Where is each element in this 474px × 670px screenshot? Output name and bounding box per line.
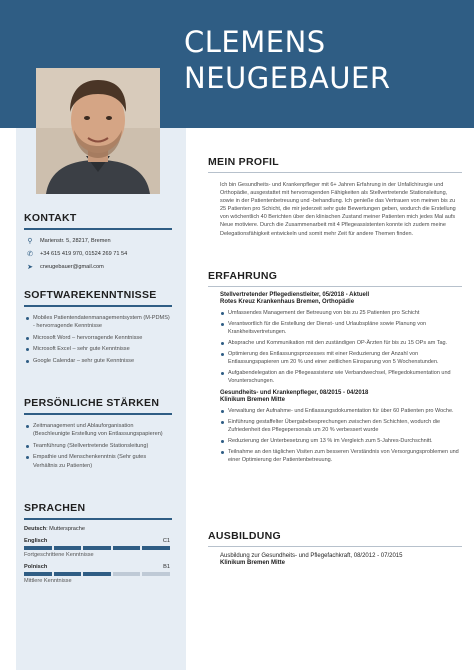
languages-list — [24, 526, 170, 584]
software-title: SOFTWAREKENNTNISSE — [24, 289, 157, 301]
language-level-bar — [24, 546, 170, 550]
language-code: B1 — [163, 564, 170, 570]
job-entry — [208, 292, 462, 385]
education-entry — [208, 553, 462, 566]
list-item: Optimierung des Entlassungsprozesses mit einer Reduzierung der Anzahl von Entlassungspapieren um 20 % und einer zeitlichen Einsparung von 5 Wochenstunden. — [220, 350, 462, 366]
paper-plane-icon: ➤ — [27, 264, 33, 271]
experience-title: ERFAHRUNG — [208, 270, 278, 282]
languages-title: SPRACHEN — [24, 502, 86, 514]
language-name: Polnisch — [24, 564, 48, 570]
list-item: Microsoft Word – hervorragende Kenntnisse — [24, 334, 170, 342]
contact-address — [24, 237, 170, 245]
profile-divider — [208, 172, 462, 173]
list-item: Reduzierung der Unterbesetzung um 13 % im Vergleich zum 5-Jahres-Durchschnitt. — [220, 437, 462, 445]
list-item: Teilnahme an den täglichen Visiten zum besseren Verständnis von Versorgungsproblemen und einer Optimierung der Patientenbetreuung. — [220, 448, 462, 464]
native-language — [24, 526, 170, 532]
portrait-image — [36, 68, 160, 194]
profile-text: Ich bin Gesundheits- und Krankenpfleger mit 6+ Jahren Erfahrung in der Unfallchirurgie und Orthopädie, ausgestattet mit hervorragenden Fähigkeiten als Stellvertretende Stationsleitung, sowie in der Patientenbetreuung und -behandlung. Ich genieße das Vertrauen von meinen bis zu 25 Patienten pro Schicht, die mir jederzeit sehr gute Bewertungen geben, wodurch die Erstellung von wöchentlich 40 Berichten über den klinischen Zustand meiner Patienten mich jedes Mal aufs Neue motiviere. Durch die Zusammenarbeit mit 4 Pflegeassistenten konnte ich zudem meine Delegationsfähigkeit entwickeln und somit mehr Zeit für andere Themen finden. — [220, 182, 456, 237]
list-item: Teamführung (Stellvertretende Stationsleitung) — [24, 442, 170, 450]
contact-divider — [24, 228, 172, 230]
location-pin-icon: ⚲ — [27, 238, 33, 245]
list-item: Zeitmanagement und Ablauforganisation (Beschleunigte Erstellung von Entlassungspapieren) — [24, 422, 170, 439]
job-title: Gesundheits- und Krankenpfleger, 08/2015 - 04/2018 — [220, 390, 369, 396]
list-item: Umfassendes Management der Betreuung von bis zu 25 Patienten pro Schicht — [220, 309, 462, 317]
job-company: Rotes Kreuz Krankenhaus Bremen, Orthopädie — [220, 299, 355, 305]
language-row-polish — [24, 564, 170, 570]
language-level-bar — [24, 572, 170, 576]
profile-photo — [36, 68, 160, 194]
list-item: Empathie und Menschenkenntnis (Sehr gutes Verhältnis zu Patienten) — [24, 453, 170, 470]
language-row-english — [24, 538, 170, 544]
strengths-list — [24, 422, 170, 470]
contact-phone — [24, 250, 170, 258]
list-item: Absprache und Kommunikation mit den zuständigen OP-Ärzten für bis zu 15 OPs am Tag. — [220, 339, 462, 347]
job-company: Klinikum Bremen Mitte — [220, 397, 286, 403]
contact-section — [24, 212, 170, 271]
name-first: CLEMENS — [184, 25, 326, 59]
education-divider — [208, 546, 462, 547]
strengths-divider — [24, 413, 172, 415]
software-section — [24, 289, 170, 368]
job-duties — [220, 309, 462, 385]
education-section — [208, 530, 462, 566]
education-title: AUSBILDUNG — [208, 530, 281, 542]
list-item: Einführung gestaffelter Übergabebesprechungen zwischen den Schichten, wodurch die Zufriedenheit des Pflegepersonals um 20 % verbessert wurde — [220, 418, 462, 434]
profile-section — [208, 156, 462, 238]
languages-divider — [24, 518, 172, 520]
job-duties — [220, 407, 462, 464]
name-last: NEUGEBAUER — [184, 61, 391, 95]
list-item: Mobiles Patientendatenmanagementsystem (M-PDMS) - hervorragende Kenntnisse — [24, 314, 170, 331]
email-link[interactable]: cneugebauer@gmail.com — [40, 264, 104, 270]
list-item: Aufgabendelegation an die Pflegeassistenz wie Verbandwechsel, Pflegedokumentation und Vorunterschungen. — [220, 369, 462, 385]
list-item: Google Calendar – sehr gute Kenntnisse — [24, 357, 170, 365]
language-label: Fortgeschrittene Kenntnisse — [24, 552, 94, 558]
native-language-level: : Muttersprache — [46, 526, 85, 532]
software-divider — [24, 305, 172, 307]
job-title: Stellvertretender Pflegedienstleiter, 05/2018 - Aktuell — [220, 292, 370, 298]
education-degree: Ausbildung zur Gesundheits- und Pflegefachkraft, 08/2012 - 07/2015 — [220, 553, 403, 559]
strengths-section — [24, 397, 170, 473]
list-item: Verwaltung der Aufnahme- und Entlassungsdokumentation für über 60 Patienten pro Woche. — [220, 407, 462, 415]
contact-title: KONTAKT — [24, 212, 77, 224]
native-language-name: Deutsch — [24, 526, 47, 532]
education-institution: Klinikum Bremen Mitte — [220, 560, 286, 566]
language-code: C1 — [162, 538, 170, 544]
profile-title: MEIN PROFIL — [208, 156, 279, 168]
strengths-title: PERSÖNLICHE STÄRKEN — [24, 397, 160, 409]
list-item: Microsoft Excel – sehr gute Kenntnisse — [24, 345, 170, 353]
languages-section — [24, 502, 170, 584]
phone-text: +34 615 419 970, 01524 269 71 54 — [40, 251, 128, 257]
list-item: Verantwortlich für die Erstellung der Dienst- und Urlaubspläne sowie Planung von Krankheitsvertretungen. — [220, 320, 462, 336]
software-list — [24, 314, 170, 365]
job-entry — [208, 390, 462, 464]
contact-email — [24, 263, 170, 271]
phone-icon: ✆ — [27, 251, 33, 258]
address-text: Marienstr. 5, 28217, Bremen — [40, 238, 111, 244]
candidate-name — [184, 24, 390, 96]
experience-section — [208, 270, 462, 467]
language-name: Englisch — [24, 538, 48, 544]
experience-divider — [208, 286, 462, 287]
language-label: Mittlere Kenntnisse — [24, 578, 72, 584]
